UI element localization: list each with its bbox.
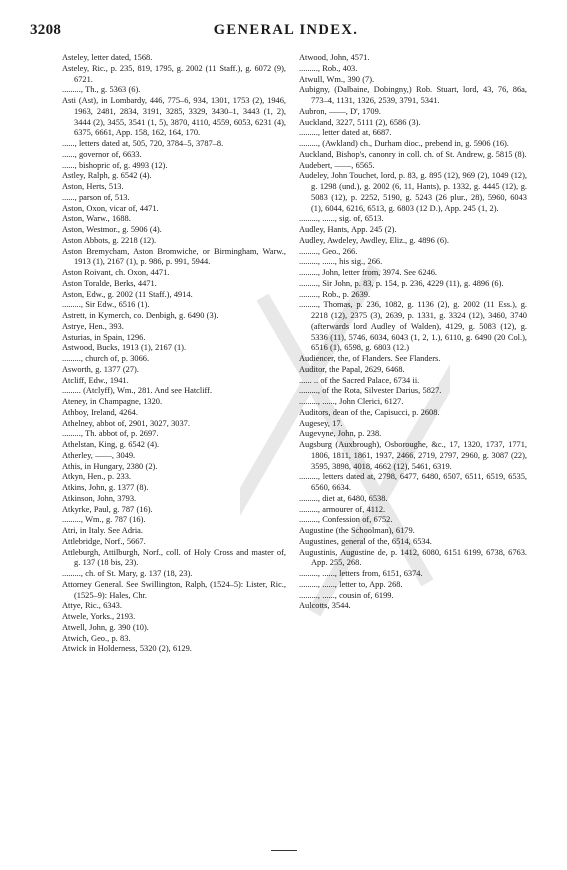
index-entry: ........., Th. abbot of, p. 2697. — [62, 429, 159, 439]
index-entry: ........., ......, letter to, App. 268. — [299, 579, 403, 589]
index-entry: ........., Wm., g. 787 (16). — [62, 515, 146, 525]
index-entry: Auditor, the Papal, 2629, 6468. — [299, 364, 405, 374]
index-entry: Audley, Hants, App. 245 (2). — [299, 225, 397, 234]
index-entry: Atwell, John, g. 390 (10). — [62, 622, 149, 632]
index-entry: Ateney, in Champagne, 1320. — [62, 397, 163, 406]
index-entry: ........., Confession of, 6752. — [299, 515, 393, 525]
index-entry: ........., armourer of, 4112. — [299, 504, 386, 514]
index-entry: Audeley, John Touchet, lord, p. 83, g. 895 (12), 969 (2), 1049 (12), g. 1298 (und.), g. 2002 (6, 11, Hants), p. 1332, g. 4445 (12), g. 5083 (12), p. 2252, 5190, g. 5243 (26 plur., 28), 5960, 6043 (1), 6044, 6216, 6513, g. 6803 (12 D.), App. 245 (1, 2). — [299, 171, 527, 213]
index-entry: Attorney General. See Swillington, Ralph, (1524–5): Lister, Ric., (1525–9): Hales, Chr. — [62, 579, 286, 600]
index-entry: ........., ......, letters from, 6151, 6374. — [299, 569, 423, 578]
index-entry: Aubigny, (Dalbaine, Dobingny,) Rob. Stuart, lord, 43, 76, 86a, 773–4, 1131, 1326, 2539, 3791, 5341. — [299, 85, 527, 105]
index-entry: Auckland, 3227, 5111 (2), 6586 (3). — [299, 117, 421, 127]
index-entry: Atkins, John, g. 1377 (8). — [62, 483, 149, 492]
index-entry: Aubron, ——, D', 1709. — [299, 106, 381, 116]
index-entry: ........., Th., g. 5363 (6). — [62, 85, 141, 95]
index-entry: Athelney, abbot of, 2901, 3027, 3037. — [62, 418, 190, 428]
index-entry: Athelstan, King, g. 6542 (4). — [62, 440, 160, 449]
index-entry: Asturias, in Spain, 1296. — [62, 332, 146, 342]
index-entry: Audiencer, the, of Flanders. See Flanders. — [299, 354, 441, 363]
index-entry: Atkyn, Hen., p. 233. — [62, 472, 131, 482]
index-entry: ........., letters dated at, 2798, 6477, 6480, 6507, 6511, 6519, 6535, 6560, 6634. — [299, 472, 527, 492]
index-entry: ......, bishopric of, g. 4993 (12). — [62, 160, 168, 170]
index-entry: Attlebridge, Norf., 5667. — [62, 536, 146, 546]
index-entry: ........., ......, sig. of, 6513. — [299, 214, 384, 224]
page-header — [30, 22, 542, 42]
index-entry: Aston, Westmor., g. 5906 (4). — [62, 225, 162, 234]
index-entry: Augustine (the Schoolman), 6179. — [299, 526, 415, 535]
index-entry: Atwele, Yorks., 2193. — [62, 612, 136, 621]
index-entry: Astrye, Hen., 393. — [62, 321, 124, 331]
index-entry: Athis, in Hungary, 2380 (2). — [62, 461, 158, 471]
index-entry: Atkyrke, Paul, g. 787 (16). — [62, 504, 153, 514]
index-entry: Augevyne, John, p. 238. — [299, 429, 382, 439]
index-entry: ........., Sir Edw., 6516 (1). — [62, 300, 150, 310]
index-entry: Aston Roivant, ch. Oxon, 4471. — [62, 268, 170, 277]
index-entry: ........., John, letter from, 3974. See 6246. — [299, 268, 437, 277]
index-entry: Auckland, Bishop's, canonry in coll. ch. of St. Andrew, g. 5815 (8). — [299, 149, 527, 159]
index-entry: ........., Rob., p. 2639. — [299, 289, 371, 299]
index-entry: Attye, Ric., 6343. — [62, 601, 122, 611]
index-entry: ...... .. of the Sacred Palace, 6734 ii. — [299, 375, 420, 385]
index-entry: Atcliff, Edw., 1941. — [62, 375, 129, 385]
index-entry: Asteley, letter dated, 1568. — [62, 53, 153, 62]
index-entry: ........., of the Rota, Silvester Darius, 5827. — [299, 386, 442, 396]
index-entry: Audebert, ——, 6565. — [299, 160, 375, 170]
index-entry: Atwich, Geo., p. 83. — [62, 633, 131, 643]
index-entry: Aston, Oxon, vicar of, 4471. — [62, 203, 159, 213]
index-entry: Aston Toralde, Berks, 4471. — [62, 278, 157, 288]
index-entry: Atri, in Italy. See Adria. — [62, 526, 143, 535]
index-entry: Aston, Herts, 513. — [62, 182, 124, 191]
index-entry: Asworth, g. 1377 (27). — [62, 364, 139, 374]
index-entry: ......, governor of, 6633. — [62, 149, 142, 159]
index-entry: ......... (Atclyff), Wm., 281. And see Hatcliff. — [62, 386, 213, 396]
index-entry: Audley, Awdeley, Awdley, Eliz., g. 4896 (6). — [299, 235, 449, 245]
index-entry: Augustinis, Augustine de, p. 1412, 6080, 6151 6199, 6738, 6763. App. 255, 268. — [299, 547, 527, 568]
index-entry: ........., church of, p. 3066. — [62, 354, 150, 363]
index-entry: Augsburg (Auxbrough), Osboroughe, &c., 17, 1320, 1737, 1771, 1806, 1811, 1861, 1937, 2466, 2719, 2797, 2960, g. 3087 (22), 3595, 3898, 4018, 4662 (12), 5461, 6319. — [299, 440, 527, 471]
index-entry: Atherley, ——, 3049. — [62, 450, 136, 460]
index-entry: Atwood, John, 4571. — [299, 53, 370, 62]
index-entry: Aston Bremycham, Aston Bromwiche, or Birmingham, Warw., 1913 (1), 2167 (1), p. 986, p. 991, 5944. — [62, 246, 286, 267]
index-entry: ........., Geo., 266. — [299, 246, 358, 256]
index-entry: ........., diet at, 6480, 6538. — [299, 493, 388, 503]
index-entry: Atwick in Holderness, 5320 (2), 6129. — [62, 644, 192, 654]
index-entry: Astwood, Bucks, 1913 (1), 2167 (1). — [62, 343, 187, 353]
index-entry: Aston, Edw., g. 2002 (11 Staff.), 4914. — [62, 289, 193, 299]
index-entry: Atwull, Wm., 390 (7). — [299, 74, 375, 84]
index-entry: Astley, Ralph, g. 6542 (4). — [62, 171, 152, 181]
running-title: GENERAL INDEX. — [213, 22, 359, 38]
page-number: 3208 — [30, 22, 62, 38]
index-entry: Augesey, 17. — [299, 418, 343, 428]
index-entry: ........., ......, John Clerici, 6127. — [299, 397, 404, 406]
index-entry: Athboy, Ireland, 4264. — [62, 407, 138, 417]
index-entry: Auditors, dean of the, Capisucci, p. 2608. — [299, 407, 440, 417]
index-entry: Asti (Ast), in Lombardy, 446, 775–6, 934, 1301, 1753 (2), 1946, 1963, 2481, 2834, 3191, 3285, 3329, 3430–1, 3443 (1, 2), 3444 (2), 3455, 3541 (1, 5), 3870, 4110, 4559, 6053, 6231 (4), 6375, 6661, App. 158, 162, 164, 170. — [62, 96, 286, 138]
index-entry: Asteley, Ric., p. 235, 819, 1795, g. 2002 (11 Staff.), g. 6072 (9), 6721. — [62, 63, 286, 84]
footer-rule — [271, 850, 297, 851]
index-entry: Attleburgh, Attilburgh, Norf., coll. of Holy Cross and master of, g. 137 (18 bis, 23). — [62, 547, 286, 568]
index-entry: ......, parson of, 513. — [62, 192, 130, 202]
index-entry: Augustines, general of the, 6514, 6534. — [299, 536, 432, 546]
index-entry: ........., letter dated at, 6687. — [299, 128, 392, 138]
index-entry: Aston Abbots, g. 2218 (12). — [62, 235, 157, 245]
index-column-left — [62, 53, 286, 655]
index-entry: ........., Sir John, p. 83, p. 154, p. 236, 4229 (11), g. 4896 (6). — [299, 278, 504, 288]
index-entry: ........., Thomas, p. 236, 1082, g. 1136 (2), g. 2002 (11 Ess.), g. 2218 (12), 2375 (3), 2639, p. 1331, g. 3324 (12), 3460, 3740 (afterwards lord Audley of Walden), 4129, g. 5083 (12), g. 5336 (11), 5746, 6034, 6043 (1, 2, 1.), 6110, g. 6490 (20 Col.), 6516 (1), 6598, g. 6803 (12.) — [299, 300, 527, 353]
index-entry: Atkinson, John, 3793. — [62, 493, 137, 503]
index-entry: Astrett, in Kymerch, co. Denbigh, g. 6490 (3). — [62, 311, 219, 320]
index-entry: ........., (Awkland) ch., Durham dioc., prebend in, g. 5906 (16). — [299, 139, 509, 148]
index-column-right — [299, 53, 527, 612]
index-entry: Aston, Warw., 1688. — [62, 214, 131, 224]
index-entry: ........., Rob., 403. — [299, 63, 358, 73]
index-entry: ........., ......, his sig., 266. — [299, 257, 383, 267]
index-entry: ........., ......, cousin of, 6199. — [299, 590, 394, 600]
index-entry: ........., ch. of St. Mary, g. 137 (18, 23). — [62, 569, 193, 578]
index-entry: Aulcotts, 3544. — [299, 601, 351, 611]
index-entry: ......, letters dated at, 505, 720, 3784–5, 3787–8. — [62, 139, 224, 148]
